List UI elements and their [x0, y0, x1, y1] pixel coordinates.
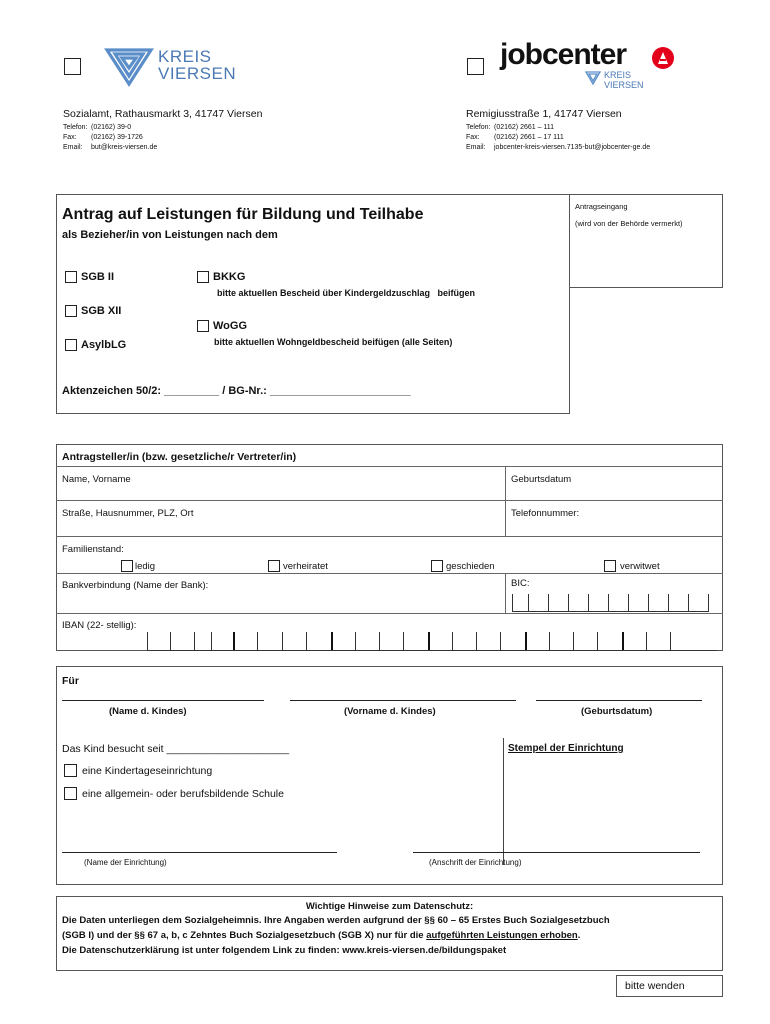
jobcenter-checkbox[interactable] [467, 58, 484, 75]
kita-label: eine Kindertageseinrichtung [82, 765, 213, 777]
eingang-note: (wird von der Behörde vermerkt) [575, 219, 683, 228]
bic-tick [568, 594, 569, 611]
jobcenter-sub [604, 70, 644, 90]
iban-tick [403, 632, 404, 650]
iban-tick [257, 632, 258, 650]
ledig-checkbox[interactable] [121, 560, 133, 572]
jobcenter-a-icon [651, 46, 675, 70]
bic-label: BIC: [511, 578, 530, 589]
sgb2-label: SGB II [81, 271, 115, 283]
jobcenter-sub2: VIERSEN [604, 80, 644, 90]
bic-tick [708, 594, 709, 611]
right-address: Remigiusstraße 1, 41747 Viersen [466, 108, 622, 120]
asylblg-checkbox[interactable] [65, 339, 77, 351]
fuer-label: Für [62, 675, 79, 687]
form-subtitle: als Bezieher/in von Leistungen nach dem [62, 229, 278, 241]
iban-tick [282, 632, 283, 650]
bic-tick [528, 594, 529, 611]
geschieden-checkbox[interactable] [431, 560, 443, 572]
child-birth-label: (Geburtsdatum) [581, 706, 653, 717]
bkkg-label: BKKG [213, 271, 246, 283]
right-contact [466, 123, 650, 153]
iban-tick [379, 632, 380, 650]
bic-tick [512, 594, 513, 611]
bkkg-checkbox[interactable] [197, 271, 209, 283]
sgb12-label: SGB XII [81, 305, 122, 317]
verheiratet-checkbox[interactable] [268, 560, 280, 572]
iban-tick [355, 632, 356, 650]
divider [505, 466, 506, 536]
divider [56, 536, 723, 537]
jobcenter-kreis-icon [585, 71, 601, 85]
family-label: Familienstand: [62, 544, 124, 555]
einrichtung-anschrift-label: (Anschrift der Einrichtung) [429, 858, 522, 867]
kreis-logo-line2: VIERSEN [158, 64, 237, 83]
iban-baseline [147, 650, 717, 651]
left-email-label: Email: [63, 144, 83, 151]
kreis-logo-text [158, 48, 236, 82]
kreis-viersen-logo-icon [104, 46, 154, 88]
iban-tick [646, 632, 647, 650]
divider [56, 573, 723, 574]
right-email-label: Email: [466, 144, 486, 151]
iban-tick [147, 632, 148, 650]
child-vorname-line[interactable] [290, 700, 516, 701]
privacy-line2 [62, 930, 580, 941]
bic-baseline [512, 611, 709, 612]
einrichtung-anschrift-line[interactable] [413, 852, 700, 853]
bic-tick [628, 594, 629, 611]
aktenzeichen[interactable]: Aktenzeichen 50/2: _________ / BG-Nr.: _______________________ [62, 385, 411, 397]
child-birth-line[interactable] [536, 700, 702, 701]
divider [56, 466, 723, 467]
iban-tick [211, 632, 212, 650]
right-phone-label: Telefon: [466, 124, 491, 131]
iban-label: IBAN (22- stellig): [62, 620, 137, 631]
privacy-line2-c: . [577, 930, 581, 941]
iban-tick [306, 632, 307, 650]
iban-tick [597, 632, 598, 650]
left-address: Sozialamt, Rathausmarkt 3, 41747 Viersen [63, 108, 263, 120]
iban-tick [476, 632, 477, 650]
right-phone: (02162) 2661 – 111 [494, 124, 555, 131]
sgb12-checkbox[interactable] [65, 305, 77, 317]
iban-tick [170, 632, 171, 650]
iban-field[interactable] [145, 630, 721, 651]
left-phone-label: Telefon: [63, 124, 88, 131]
eingang-label: Antragseingang [575, 202, 628, 211]
right-fax: (02162) 2661 – 17 111 [494, 134, 564, 141]
iban-tick [452, 632, 453, 650]
left-fax-label: Fax: [63, 134, 77, 141]
privacy-line3[interactable]: Die Datenschutzerklärung ist unter folgendem Link zu finden: www.kreis-viersen.de/bildungspaket [62, 945, 507, 956]
privacy-line2-a: (SGB I) und der §§ 67 a, b, c Zehntes Buch Sozialgesetzbuch (SGB X) nur für die [62, 930, 427, 941]
jobcenter-sub1: KREIS [604, 70, 632, 80]
privacy-line1: Die Daten unterliegen dem Sozialgeheimnis. Ihre Angaben werden aufgrund der §§ 60 – 65 Erstes Buch Sozialgesetzbuch [62, 915, 610, 926]
left-email[interactable]: but@kreis-viersen.de [91, 144, 158, 151]
street-label: Straße, Hausnummer, PLZ, Ort [62, 508, 194, 519]
divider [56, 613, 723, 614]
verwitwet-label: verwitwet [620, 561, 660, 572]
sgb2-checkbox[interactable] [65, 271, 77, 283]
privacy-line2-b: aufgeführten Leistungen erhoben [426, 930, 578, 941]
stempel-divider [503, 738, 504, 865]
einrichtung-name-line[interactable] [62, 852, 337, 853]
bkkg-note: bitte aktuellen Bescheid über Kindergeldzuschlag beifügen [217, 288, 476, 298]
applicant-box [56, 444, 723, 651]
asylblg-label: AsylbLG [81, 339, 127, 351]
schule-label: eine allgemein- oder berufsbildende Schule [82, 788, 284, 800]
right-fax-label: Fax: [466, 134, 480, 141]
applicant-heading: Antragsteller/in (bzw. gesetzliche/r Vertreter/in) [62, 451, 297, 463]
sozialamt-checkbox[interactable] [64, 58, 81, 75]
besucht-text[interactable]: Das Kind besucht seit _____________________ [62, 743, 290, 755]
bic-tick [668, 594, 669, 611]
divider [505, 573, 506, 613]
iban-group-tick [233, 632, 235, 650]
jobcenter-logo [500, 38, 626, 72]
jobcenter-logo-text: jobcenter [500, 38, 627, 71]
child-name-line[interactable] [62, 700, 264, 701]
bank-label: Bankverbindung (Name der Bank): [62, 580, 209, 591]
iban-group-tick [428, 632, 430, 650]
iban-tick [670, 632, 671, 650]
bic-tick [608, 594, 609, 611]
wogg-label: WoGG [213, 320, 248, 332]
wogg-checkbox[interactable] [197, 320, 209, 332]
iban-tick [573, 632, 574, 650]
ledig-label: ledig [135, 561, 156, 572]
iban-tick [194, 632, 195, 650]
left-fax: (02162) 39-1726 [91, 134, 143, 141]
antrag-box [56, 194, 570, 414]
iban-tick [500, 632, 501, 650]
verheiratet-label: verheiratet [283, 561, 328, 572]
bic-tick [688, 594, 689, 611]
bic-tick [588, 594, 589, 611]
name-label: Name, Vorname [62, 474, 131, 485]
right-email[interactable]: jobcenter-kreis-viersen.7135-but@jobcenter-ge.de [494, 144, 651, 151]
bitte-wenden-label: bitte wenden [625, 980, 685, 992]
geschieden-label: geschieden [446, 561, 495, 572]
bic-field[interactable] [509, 592, 721, 612]
kita-checkbox[interactable] [64, 764, 77, 777]
child-name-label: (Name d. Kindes) [109, 706, 187, 717]
phone-label: Telefonnummer: [511, 508, 580, 519]
form-title: Antrag auf Leistungen für Bildung und Teilhabe [62, 206, 424, 223]
verwitwet-checkbox[interactable] [604, 560, 616, 572]
einrichtung-name-label: (Name der Einrichtung) [84, 858, 167, 867]
birth-label: Geburtsdatum [511, 474, 572, 485]
divider [56, 500, 723, 501]
bic-tick [648, 594, 649, 611]
kreis-logo-line1: KREIS [158, 47, 212, 66]
left-phone: (02162) 39-0 [91, 124, 132, 131]
iban-group-tick [331, 632, 333, 650]
child-vorname-label: (Vorname d. Kindes) [344, 706, 436, 717]
wogg-note: bitte aktuellen Wohngeldbescheid beifügen (alle Seiten) [214, 337, 453, 347]
iban-group-tick [525, 632, 527, 650]
schule-checkbox[interactable] [64, 787, 77, 800]
iban-tick [549, 632, 550, 650]
privacy-heading: Wichtige Hinweise zum Datenschutz: [305, 901, 474, 912]
bic-tick [548, 594, 549, 611]
left-contact [63, 123, 157, 153]
stempel-label: Stempel der Einrichtung [508, 743, 624, 754]
iban-group-tick [622, 632, 624, 650]
